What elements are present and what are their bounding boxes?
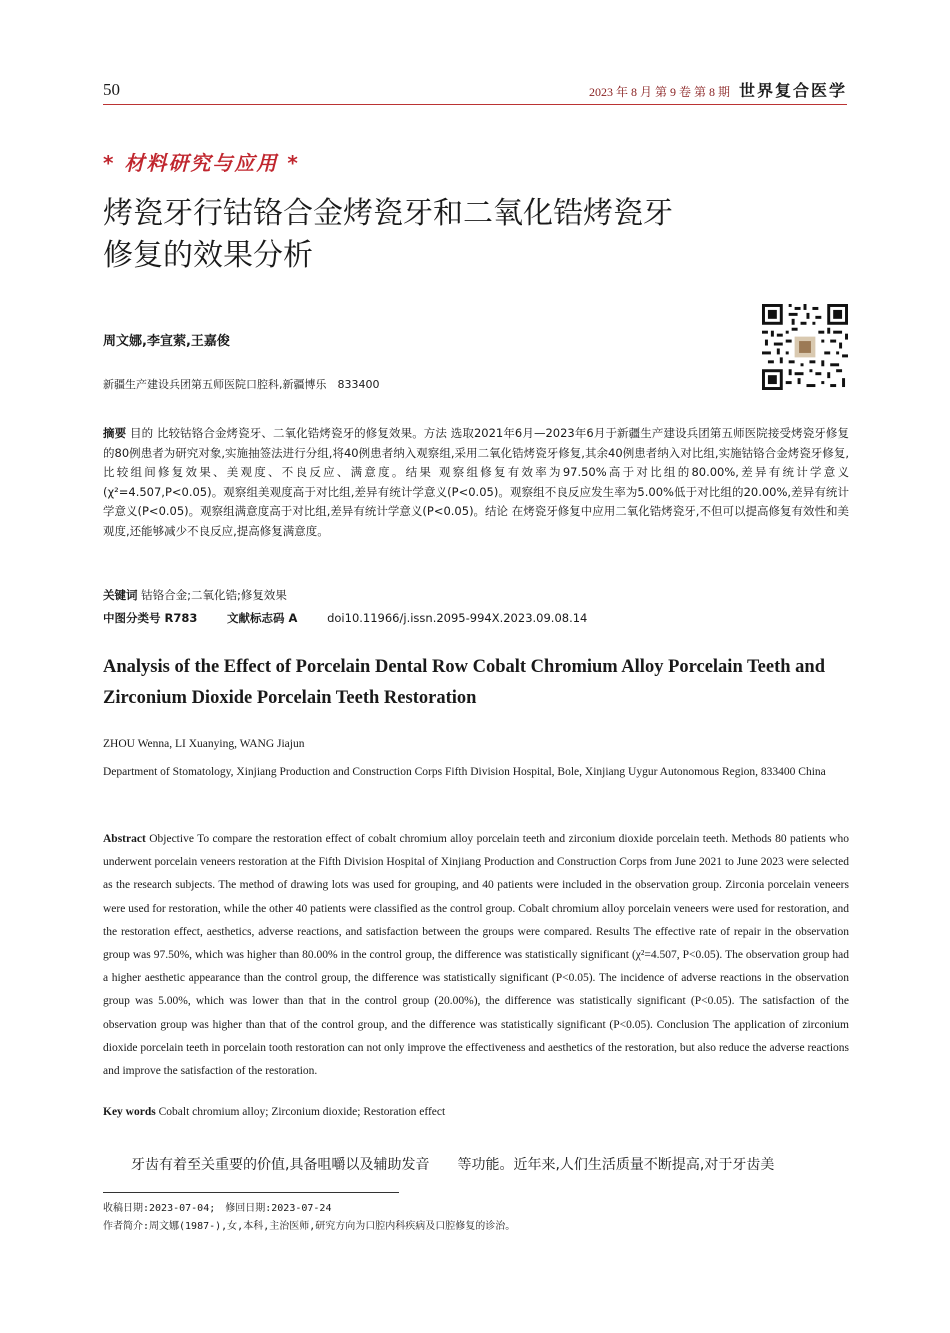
keywords-en-text: Cobalt chromium alloy; Zirconium dioxide; Restoration effect <box>155 1106 446 1118</box>
body-paragraph: 牙齿有着至关重要的价值,具备咀嚼以及辅助发音 等功能。近年来,人们生活质量不断提高,对于牙齿美 <box>131 1157 775 1173</box>
abstract-cn <box>103 424 849 541</box>
column-label: * 材料研究与应用 * <box>103 151 300 175</box>
abstract-en-label: Abstract <box>103 833 146 845</box>
header-rule <box>103 104 847 105</box>
issue-info: 2023 年 8 月 第 9 卷 第 8 期 <box>588 85 730 99</box>
keywords-cn-label: 关键词 <box>103 588 138 602</box>
keywords-en-label: Key words <box>103 1106 156 1118</box>
footnote-rule <box>103 1192 399 1193</box>
authors-en: ZHOU Wenna, LI Xuanying, WANG Jiajun <box>103 738 305 750</box>
qr-code-icon <box>762 304 848 390</box>
keywords-cn-text: 钴铬合金;二氧化锆;修复效果 <box>137 588 287 602</box>
footnote-author-bio: 作者简介:周文娜(1987-),女,本科,主治医师,研究方向为口腔内科疾病及口腔修复的诊治。 <box>103 1221 516 1232</box>
journal-name: 世界复合医学 <box>738 81 847 100</box>
keywords-en <box>103 1106 445 1118</box>
doc-code: 文献标志码 A <box>227 611 298 625</box>
title-line-1: 烤瓷牙行钴铬合金烤瓷牙和二氧化锆烤瓷牙 <box>103 196 673 231</box>
journal-header <box>589 78 847 101</box>
footnote-received: 收稿日期:2023-07-04; 修回日期:2023-07-24 <box>103 1203 332 1214</box>
title-line-2: 修复的效果分析 <box>103 238 313 273</box>
authors-cn: 周文娜,李宣萦,王嘉俊 <box>103 334 230 349</box>
affiliation-en: Department of Stomatology, Xinjiang Production and Construction Corps Fifth Division Hospital, Bole, Xinjiang Uygur Autonomous Region, 833400 China <box>103 766 826 778</box>
abstract-en-text: Objective To compare the restoration effect of cobalt chromium alloy porcelain teeth and zirconium dioxide porcelain teeth. Methods 80 patients who underwent porcelain veneers restoration at the Fifth Division Hospital of Xinjiang Production and Construction Corps from June 2021 to June 2023 were selected as the research subjects. The method of drawing lots was used for grouping, and 40 patients were included in the observation group. Zirconia porcelain veneers were used for restoration, while the other 40 patients were classified as the control group. Cobalt chromium alloy porcelain veneers were used for restoration, and the restoration effect, aesthetics, adverse reactions, and satisfaction between the groups were compared. Results The effective rate of repair in the observation group was 97.50%, which was higher than 80.00% in the control group, the difference was statistically significant (χ²=4.507, P<0.05). The observation group had a higher aesthetic appearance than the control group, the difference was statistically significant (P<0.05). The incidence of adverse reactions in the observation group was 5.00%, which was lower than that in the control group (20.00%), the difference was statistically significant (P<0.05). The satisfaction of the observation group was higher than that of the control group, and the difference was statistically significant (P<0.05). Conclusion The application of zirconium dioxide porcelain teeth in porcelain tooth restoration can not only improve the effectiveness and aesthetics of the restoration, but also reduce the adverse reactions and improve the satisfaction of the restoration. <box>103 833 849 1078</box>
clc-code: 中图分类号 R783 <box>103 611 198 625</box>
page-number: 50 <box>103 80 120 99</box>
keywords-cn <box>103 587 287 603</box>
abstract-cn-text: 目的 比较钴铬合金烤瓷牙、二氧化锆烤瓷牙的修复效果。方法 选取2021年6月—2023年6月于新疆生产建设兵团第五师医院接受烤瓷牙修复的80例患者为研究对象,实施抽签法进行分组,将40例患者纳入观察组,采用二氧化锆烤瓷牙修复,其余40例患者纳入对比组,实施钴铬合金烤瓷牙修复,比较组间修复效果、美观度、不良反应、满意度。结果 观察组修复有效率为97.50%高于对比组的80.00%,差异有统计学意义(χ²=4.507,P<0.05)。观察组美观度高于对比组,差异有统计学意义(P<0.05)。观察组不良反应发生率为5.00%低于对比组的20.00%,差异有统计学意义(P<0.05)。观察组满意度高于对比组,差异有统计学意义(P<0.05)。结论 在烤瓷牙修复中应用二氧化锆烤瓷牙,不但可以提高修复有效性和美观度,还能够减少不良反应,提高修复满意度。 <box>103 426 849 538</box>
abstract-cn-label: 摘要 <box>103 426 127 440</box>
doi: doi10.11966/j.issn.2095-994X.2023.09.08.14 <box>327 611 588 625</box>
classification-line <box>103 610 613 626</box>
article-title-cn <box>103 193 803 277</box>
affiliation-cn: 新疆生产建设兵团第五师医院口腔科,新疆博乐 833400 <box>103 378 380 391</box>
article-title-en: Analysis of the Effect of Porcelain Dental Row Cobalt Chromium Alloy Porcelain Teeth and Zirconium Dioxide Porcelain Teeth Restoration <box>103 657 825 708</box>
abstract-en <box>103 828 849 1083</box>
